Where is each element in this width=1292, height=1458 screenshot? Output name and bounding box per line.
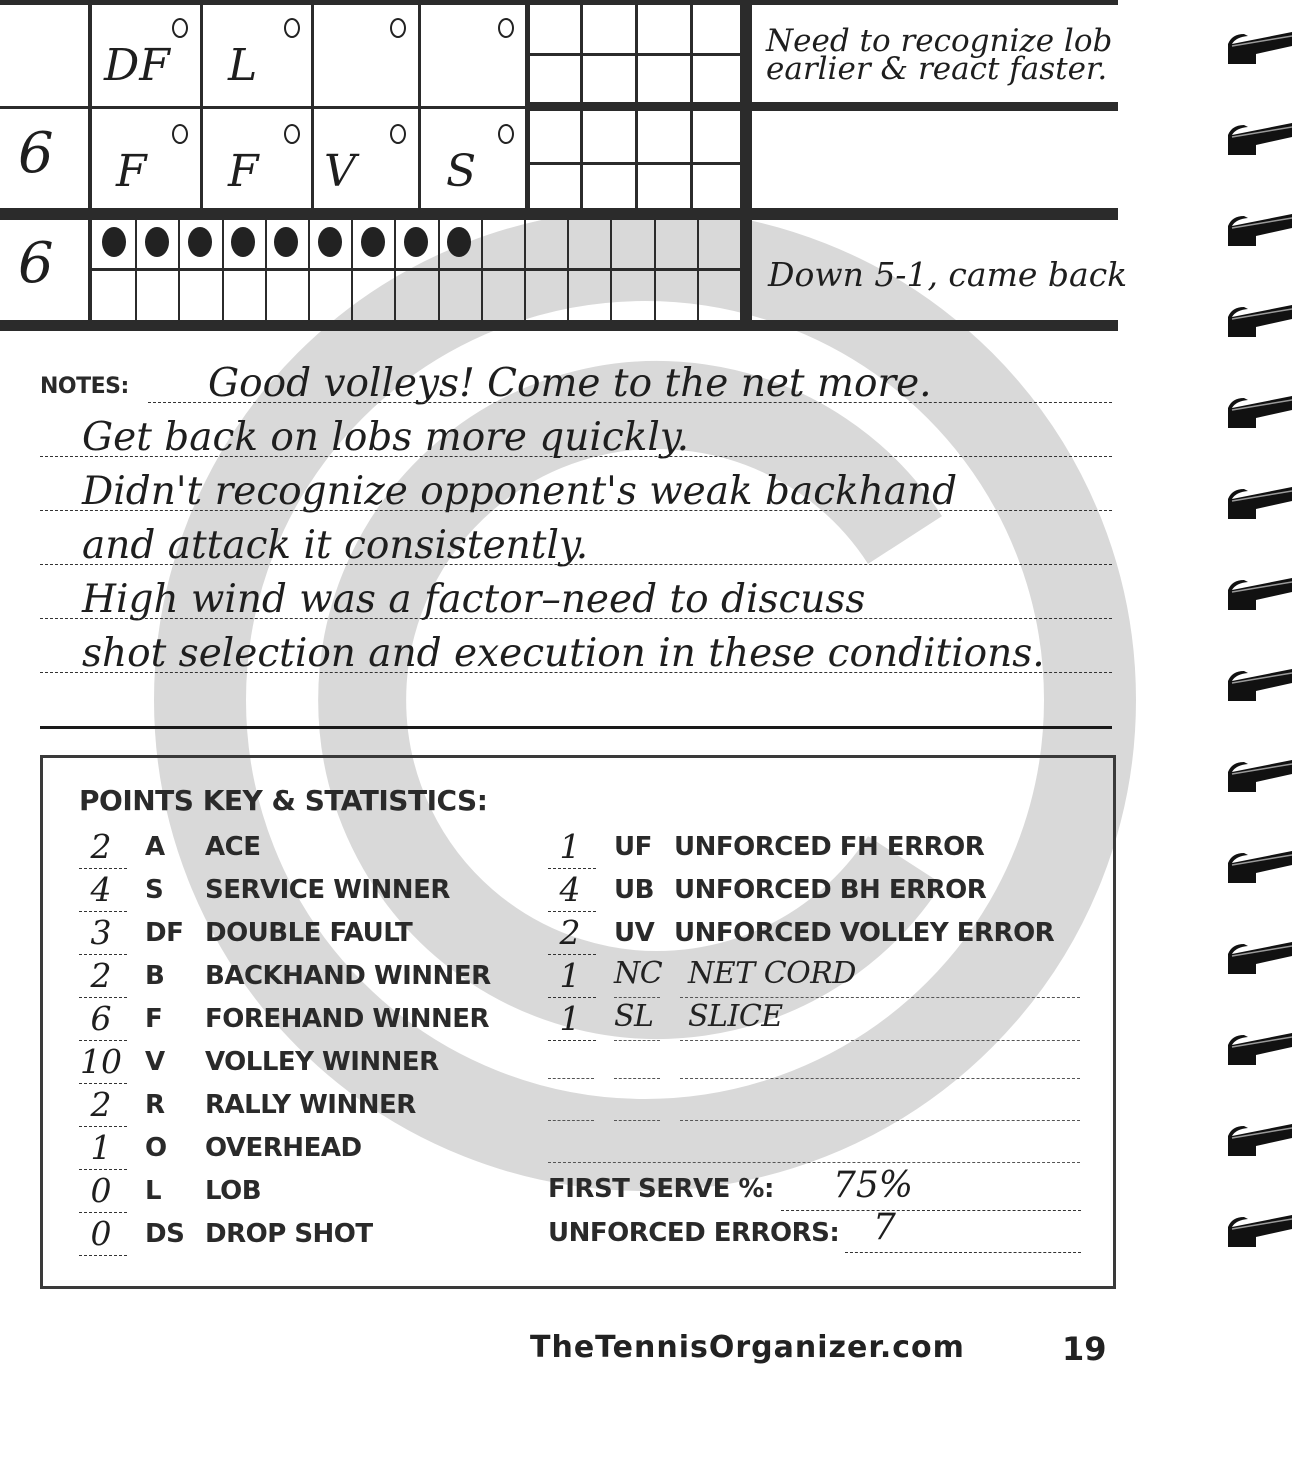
- page-number: 19: [1062, 1330, 1107, 1368]
- point-circle[interactable]: [390, 18, 406, 38]
- spiral-ring-icon: [1222, 665, 1292, 705]
- stat-count[interactable]: 4: [559, 870, 581, 909]
- point-circle[interactable]: [498, 18, 514, 38]
- key-row: [79, 1128, 529, 1171]
- shot-code: V: [324, 146, 356, 197]
- key-row: [79, 1085, 529, 1128]
- stat-label: VOLLEY WINNER: [205, 1047, 439, 1077]
- stat-count[interactable]: 10: [80, 1042, 122, 1081]
- count-underline: [79, 1083, 127, 1084]
- grid-line: [311, 0, 314, 210]
- stat-count[interactable]: 2: [90, 1085, 112, 1124]
- count-underline: [79, 1126, 127, 1127]
- key-row: [548, 956, 1088, 999]
- empty-tally-cell[interactable]: [610, 222, 653, 266]
- grid-rule: [0, 208, 1118, 220]
- point-circle[interactable]: [172, 18, 188, 38]
- count-underline: [548, 1040, 596, 1041]
- grid-line: [580, 0, 583, 210]
- count-underline: [79, 1212, 127, 1213]
- notes-divider: [40, 726, 1112, 729]
- stat-label: ACE: [205, 832, 261, 862]
- stat-label: UNFORCED FH ERROR: [674, 832, 985, 862]
- first-serve-underline: [781, 1210, 1081, 1211]
- count-underline: [548, 911, 596, 912]
- stat-label: UNFORCED VOLLEY ERROR: [674, 918, 1055, 948]
- stat-label: FOREHAND WINNER: [205, 1004, 490, 1034]
- key-row: [79, 827, 529, 870]
- count-underline: [79, 1169, 127, 1170]
- stat-code: UV: [614, 918, 655, 948]
- stat-count[interactable]: 1: [559, 999, 581, 1038]
- point-dot[interactable]: [318, 227, 342, 257]
- stat-label: UNFORCED BH ERROR: [674, 875, 987, 905]
- grid-line: [178, 218, 180, 322]
- spiral-ring-icon: [1222, 1211, 1292, 1251]
- stat-count[interactable]: 0: [90, 1171, 112, 1210]
- empty-tally-cell[interactable]: [524, 222, 567, 266]
- point-dot[interactable]: [404, 227, 428, 257]
- empty-tally-cell[interactable]: [697, 222, 740, 266]
- stat-count[interactable]: 3: [90, 913, 112, 952]
- grid-line: [635, 0, 638, 210]
- spiral-ring-icon: [1222, 1120, 1292, 1160]
- stat-code: B: [145, 961, 165, 991]
- grid-line: [525, 53, 740, 56]
- empty-tally-cell[interactable]: [481, 222, 524, 266]
- stat-code: S: [145, 875, 164, 905]
- grid-rule: [0, 320, 1118, 331]
- key-row: [548, 913, 1088, 956]
- grid-line: [222, 218, 224, 322]
- stat-count[interactable]: 2: [559, 913, 581, 952]
- point-circle[interactable]: [498, 124, 514, 144]
- grid-rule: [0, 0, 1118, 5]
- first-serve-label: FIRST SERVE %:: [548, 1174, 774, 1204]
- note-text[interactable]: shot selection and execution in these conditions.: [82, 631, 1045, 676]
- stat-code: R: [145, 1090, 165, 1120]
- count-underline: [79, 997, 127, 998]
- key-row: [79, 913, 529, 956]
- stat-count[interactable]: 1: [90, 1128, 112, 1167]
- stat-label: DOUBLE FAULT: [205, 918, 413, 948]
- point-circle[interactable]: [172, 124, 188, 144]
- stat-code[interactable]: SL: [614, 999, 654, 1034]
- point-dot[interactable]: [361, 227, 385, 257]
- unforced-errors-label: UNFORCED ERRORS:: [548, 1218, 840, 1248]
- point-dot[interactable]: [188, 227, 212, 257]
- point-circle[interactable]: [284, 18, 300, 38]
- count-underline: [79, 1040, 127, 1041]
- unforced-errors-value[interactable]: 7: [873, 1207, 896, 1248]
- grid-line: [740, 0, 752, 330]
- point-dot[interactable]: [102, 227, 126, 257]
- point-dot[interactable]: [447, 227, 471, 257]
- key-row: [79, 1042, 529, 1085]
- notes-label: NOTES:: [40, 374, 129, 399]
- game-comment: Need to recognize lob: [766, 23, 1113, 59]
- count-underline: [548, 868, 596, 869]
- spiral-ring-icon: [1222, 483, 1292, 523]
- stat-label: RALLY WINNER: [205, 1090, 416, 1120]
- stat-label: SERVICE WINNER: [205, 875, 450, 905]
- empty-tally-cell[interactable]: [654, 222, 697, 266]
- grid-line: [90, 268, 742, 271]
- stat-label: LOB: [205, 1176, 262, 1206]
- grid-line: [200, 0, 203, 210]
- count-underline: [79, 954, 127, 955]
- note-text[interactable]: Didn't recognize opponent's weak backhand: [82, 469, 958, 514]
- key-row: [79, 956, 529, 999]
- grid-line: [88, 0, 92, 330]
- points-key-box: [40, 755, 1116, 1289]
- stat-label[interactable]: NET CORD: [688, 956, 856, 991]
- stat-code: V: [145, 1047, 165, 1077]
- stat-count[interactable]: 2: [90, 956, 112, 995]
- spiral-ring-icon: [1222, 392, 1292, 432]
- grid-line: [308, 218, 310, 322]
- stat-code: UF: [614, 832, 652, 862]
- count-underline: [79, 911, 127, 912]
- game-number: 6: [18, 231, 54, 296]
- key-row: [79, 1214, 529, 1257]
- shot-code: F: [116, 146, 147, 197]
- key-row: [79, 870, 529, 913]
- note-text[interactable]: and attack it consistently.: [82, 523, 589, 568]
- points-key-title: POINTS KEY & STATISTICS:: [79, 784, 488, 817]
- spiral-ring-icon: [1222, 28, 1292, 68]
- point-dot[interactable]: [231, 227, 255, 257]
- stat-label: DROP SHOT: [205, 1219, 373, 1249]
- grid-line: [525, 162, 740, 165]
- stat-code: L: [145, 1176, 162, 1206]
- key-row: [548, 999, 1088, 1042]
- spiral-ring-icon: [1222, 1029, 1292, 1069]
- site-url[interactable]: TheTennisOrganizer.com: [530, 1330, 965, 1365]
- stat-code[interactable]: NC: [614, 956, 663, 991]
- stat-code: UB: [614, 875, 654, 905]
- grid-rule: [525, 102, 1118, 111]
- key-row: [79, 999, 529, 1042]
- grid-line: [135, 218, 137, 322]
- spiral-ring-icon: [1222, 119, 1292, 159]
- first-serve-value[interactable]: 75%: [833, 1165, 914, 1206]
- key-row: [548, 870, 1088, 913]
- stat-label: OVERHEAD: [205, 1133, 362, 1163]
- grid-line: [265, 218, 267, 322]
- stat-code: O: [145, 1133, 167, 1163]
- game-comment: earlier & react faster.: [766, 51, 1108, 87]
- grid-line: [418, 0, 421, 210]
- stat-count[interactable]: 6: [90, 999, 112, 1038]
- stat-label: BACKHAND WINNER: [205, 961, 491, 991]
- key-row: [79, 1171, 529, 1214]
- empty-tally-cell[interactable]: [567, 222, 610, 266]
- spiral-ring-icon: [1222, 756, 1292, 796]
- stat-label[interactable]: SLICE: [688, 999, 783, 1034]
- shot-code: F: [228, 146, 259, 197]
- shot-code: DF: [104, 40, 170, 91]
- game-number: 6: [18, 121, 54, 186]
- note-text[interactable]: Good volleys! Come to the net more.: [208, 361, 932, 406]
- spiral-ring-icon: [1222, 938, 1292, 978]
- note-text[interactable]: High wind was a factor–need to discuss: [82, 577, 866, 622]
- grid-line: [351, 218, 353, 322]
- point-dot[interactable]: [145, 227, 169, 257]
- page-footer: [0, 1330, 1292, 1380]
- stat-code: DF: [145, 918, 184, 948]
- note-text[interactable]: Get back on lobs more quickly.: [82, 415, 690, 460]
- score-grid: [0, 0, 1128, 334]
- stat-code: F: [145, 1004, 163, 1034]
- count-underline: [79, 868, 127, 869]
- shot-code: L: [228, 40, 258, 91]
- grid-line: [690, 0, 693, 210]
- spiral-ring-icon: [1222, 301, 1292, 341]
- point-dot[interactable]: [274, 227, 298, 257]
- stat-count[interactable]: 0: [90, 1214, 112, 1253]
- point-circle[interactable]: [390, 124, 406, 144]
- unforced-errors-underline: [845, 1252, 1081, 1253]
- grid-line: [525, 0, 530, 210]
- stat-code: DS: [145, 1219, 185, 1249]
- spiral-ring-icon: [1222, 847, 1292, 887]
- spiral-ring-icon: [1222, 574, 1292, 614]
- count-underline: [548, 997, 596, 998]
- spiral-binding: [1220, 0, 1292, 1300]
- stat-count[interactable]: 1: [559, 956, 581, 995]
- spiral-ring-icon: [1222, 210, 1292, 250]
- shot-code: S: [446, 146, 477, 197]
- count-underline: [548, 954, 596, 955]
- point-circle[interactable]: [284, 124, 300, 144]
- stat-count[interactable]: 4: [90, 870, 112, 909]
- stat-count[interactable]: 1: [559, 827, 581, 866]
- key-row: [548, 827, 1088, 870]
- stat-count[interactable]: 2: [90, 827, 112, 866]
- count-underline: [79, 1255, 127, 1256]
- grid-line: [394, 218, 396, 322]
- grid-line: [438, 218, 440, 322]
- stat-code: A: [145, 832, 165, 862]
- game-comment: Down 5-1, came back: [768, 255, 1128, 294]
